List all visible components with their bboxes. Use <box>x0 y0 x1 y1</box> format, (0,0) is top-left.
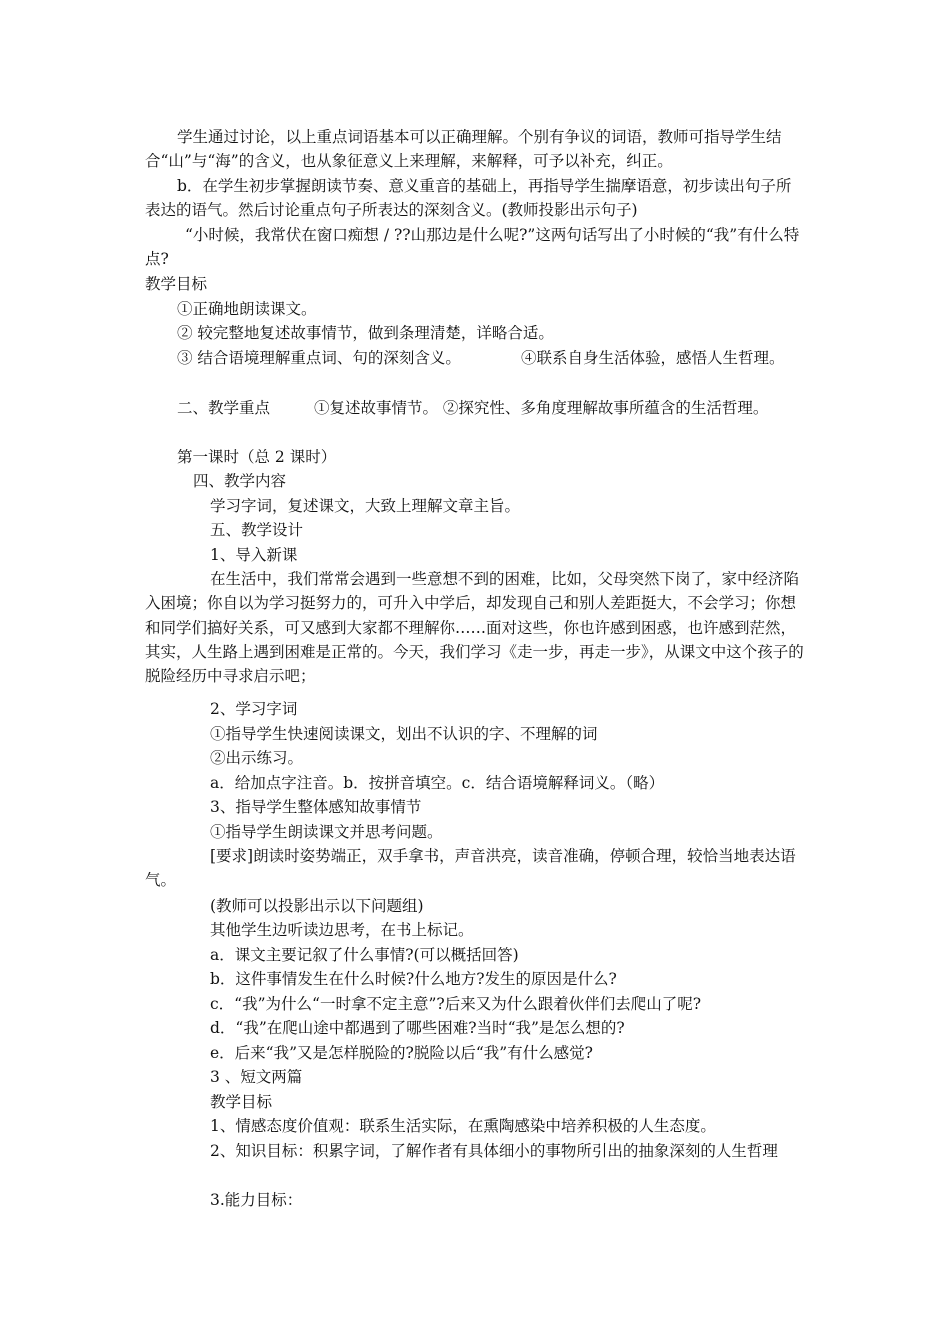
paragraph-quote-question: “小时候，我常伏在窗口痴想 / ??山那边是什么呢?”这两句话写出了小时候的“我”有什么特点? <box>145 226 800 269</box>
goal-emotion: 1、情感态度价值观：联系生活实际，在熏陶感染中培养积极的人生态度。 <box>210 1117 716 1135</box>
goal-knowledge: 2、知识目标：积累字词，了解作者有具体细小的事物所引出的抽象深刻的人生哲理 <box>210 1142 778 1160</box>
step-show-exercise: ②出示练习。 <box>210 749 304 767</box>
heading-introduction: 1、导入新课 <box>210 546 298 564</box>
heading-teaching-goals-2: 教学目标 <box>210 1093 273 1111</box>
goal-item-1: ①正确地朗读课文。 <box>177 300 317 318</box>
paragraph-word-discussion: 学生通过讨论，以上重点词语基本可以正确理解。个别有争议的词语，教师可指导学生结合“山”与“海”的含义，也从象征意义上来理解，来解释，可予以补充，纠正。 <box>145 128 782 171</box>
question-e: e．后来“我”又是怎样脱险的?脱险以后“我”有什么感觉? <box>210 1044 593 1062</box>
heading-learn-words: 2、学习字词 <box>210 700 298 718</box>
goal-item-4: ④联系自身生活体验，感悟人生哲理。 <box>521 349 785 367</box>
goal-ability: 3.能力目标： <box>210 1191 303 1209</box>
exercise-items: a．给加点字注音。b．按拼音填空。c．结合语境解释词义。（略） <box>210 774 665 792</box>
paragraph-tone-guidance: b．在学生初步掌握朗读节奏、意义重音的基础上，再指导学生揣摩语意，初步读出句子所表达的语气。然后讨论重点句子所表达的深刻含义。(教师投影出示句子) <box>145 177 792 220</box>
heading-teaching-goals: 教学目标 <box>145 275 208 293</box>
heading-two-short-texts: 3 、短文两篇 <box>210 1068 303 1086</box>
question-b: b．这件事情发生在什么时候?什么地方?发生的原因是什么? <box>210 970 617 988</box>
question-a: a．课文主要记叙了什么事情?(可以概括回答) <box>210 946 519 964</box>
heading-teaching-design: 五、教学设计 <box>210 521 304 539</box>
teaching-focus-items: ①复述故事情节。 ②探究性、多角度理解故事所蕴含的生活哲理。 <box>314 399 769 417</box>
paragraph-reading-requirements: [要求]朗读时姿势端正，双手拿书，声音洪亮，读音准确，停顿合理，较恰当地表达语气。 <box>145 847 796 890</box>
teaching-content-text: 学习字词，复述课文，大致上理解文章主旨。 <box>210 497 521 515</box>
goal-item-2: ② 较完整地复述故事情节，做到条理清楚，详略合适。 <box>177 324 554 342</box>
question-c: c．“我”为什么“一时拿不定主意”?后来又为什么跟着伙伴们去爬山了呢? <box>210 995 701 1013</box>
note-other-students: 其他学生边听读边思考，在书上标记。 <box>210 921 474 939</box>
paragraph-introduction: 在生活中，我们常常会遇到一些意想不到的困难，比如，父母突然下岗了，家中经济陷入困境；你自以为学习挺努力的，可升入中学后，却发现自己和别人差距挺大，不会学习；你想和同学们搞好关系，可又感到大家都不理解你……面对这些，你也许感到困惑，也许感到茫然，其实，人生路上遇到困难是正常的。今天，我们学习《走一步，再走一步》，从课文中这个孩子的脱险经历中寻求启示吧； <box>145 570 804 686</box>
note-projection: (教师可以投影出示以下问题组) <box>210 897 424 915</box>
lesson-session-heading: 第一课时（总 2 课时） <box>177 448 337 466</box>
heading-story-perception: 3、指导学生整体感知故事情节 <box>210 798 422 816</box>
step-read-aloud: ①指导学生朗读课文并思考问题。 <box>210 823 443 841</box>
heading-teaching-content: 四、教学内容 <box>193 472 287 490</box>
step-fast-reading: ①指导学生快速阅读课文，划出不认识的字、不理解的词 <box>210 725 598 743</box>
heading-teaching-focus: 二、教学重点 <box>177 399 271 417</box>
question-d: d．“我”在爬山途中都遇到了哪些困难?当时“我”是怎么想的? <box>210 1019 625 1037</box>
goal-item-3: ③ 结合语境理解重点词、句的深刻含义。 <box>177 349 461 367</box>
